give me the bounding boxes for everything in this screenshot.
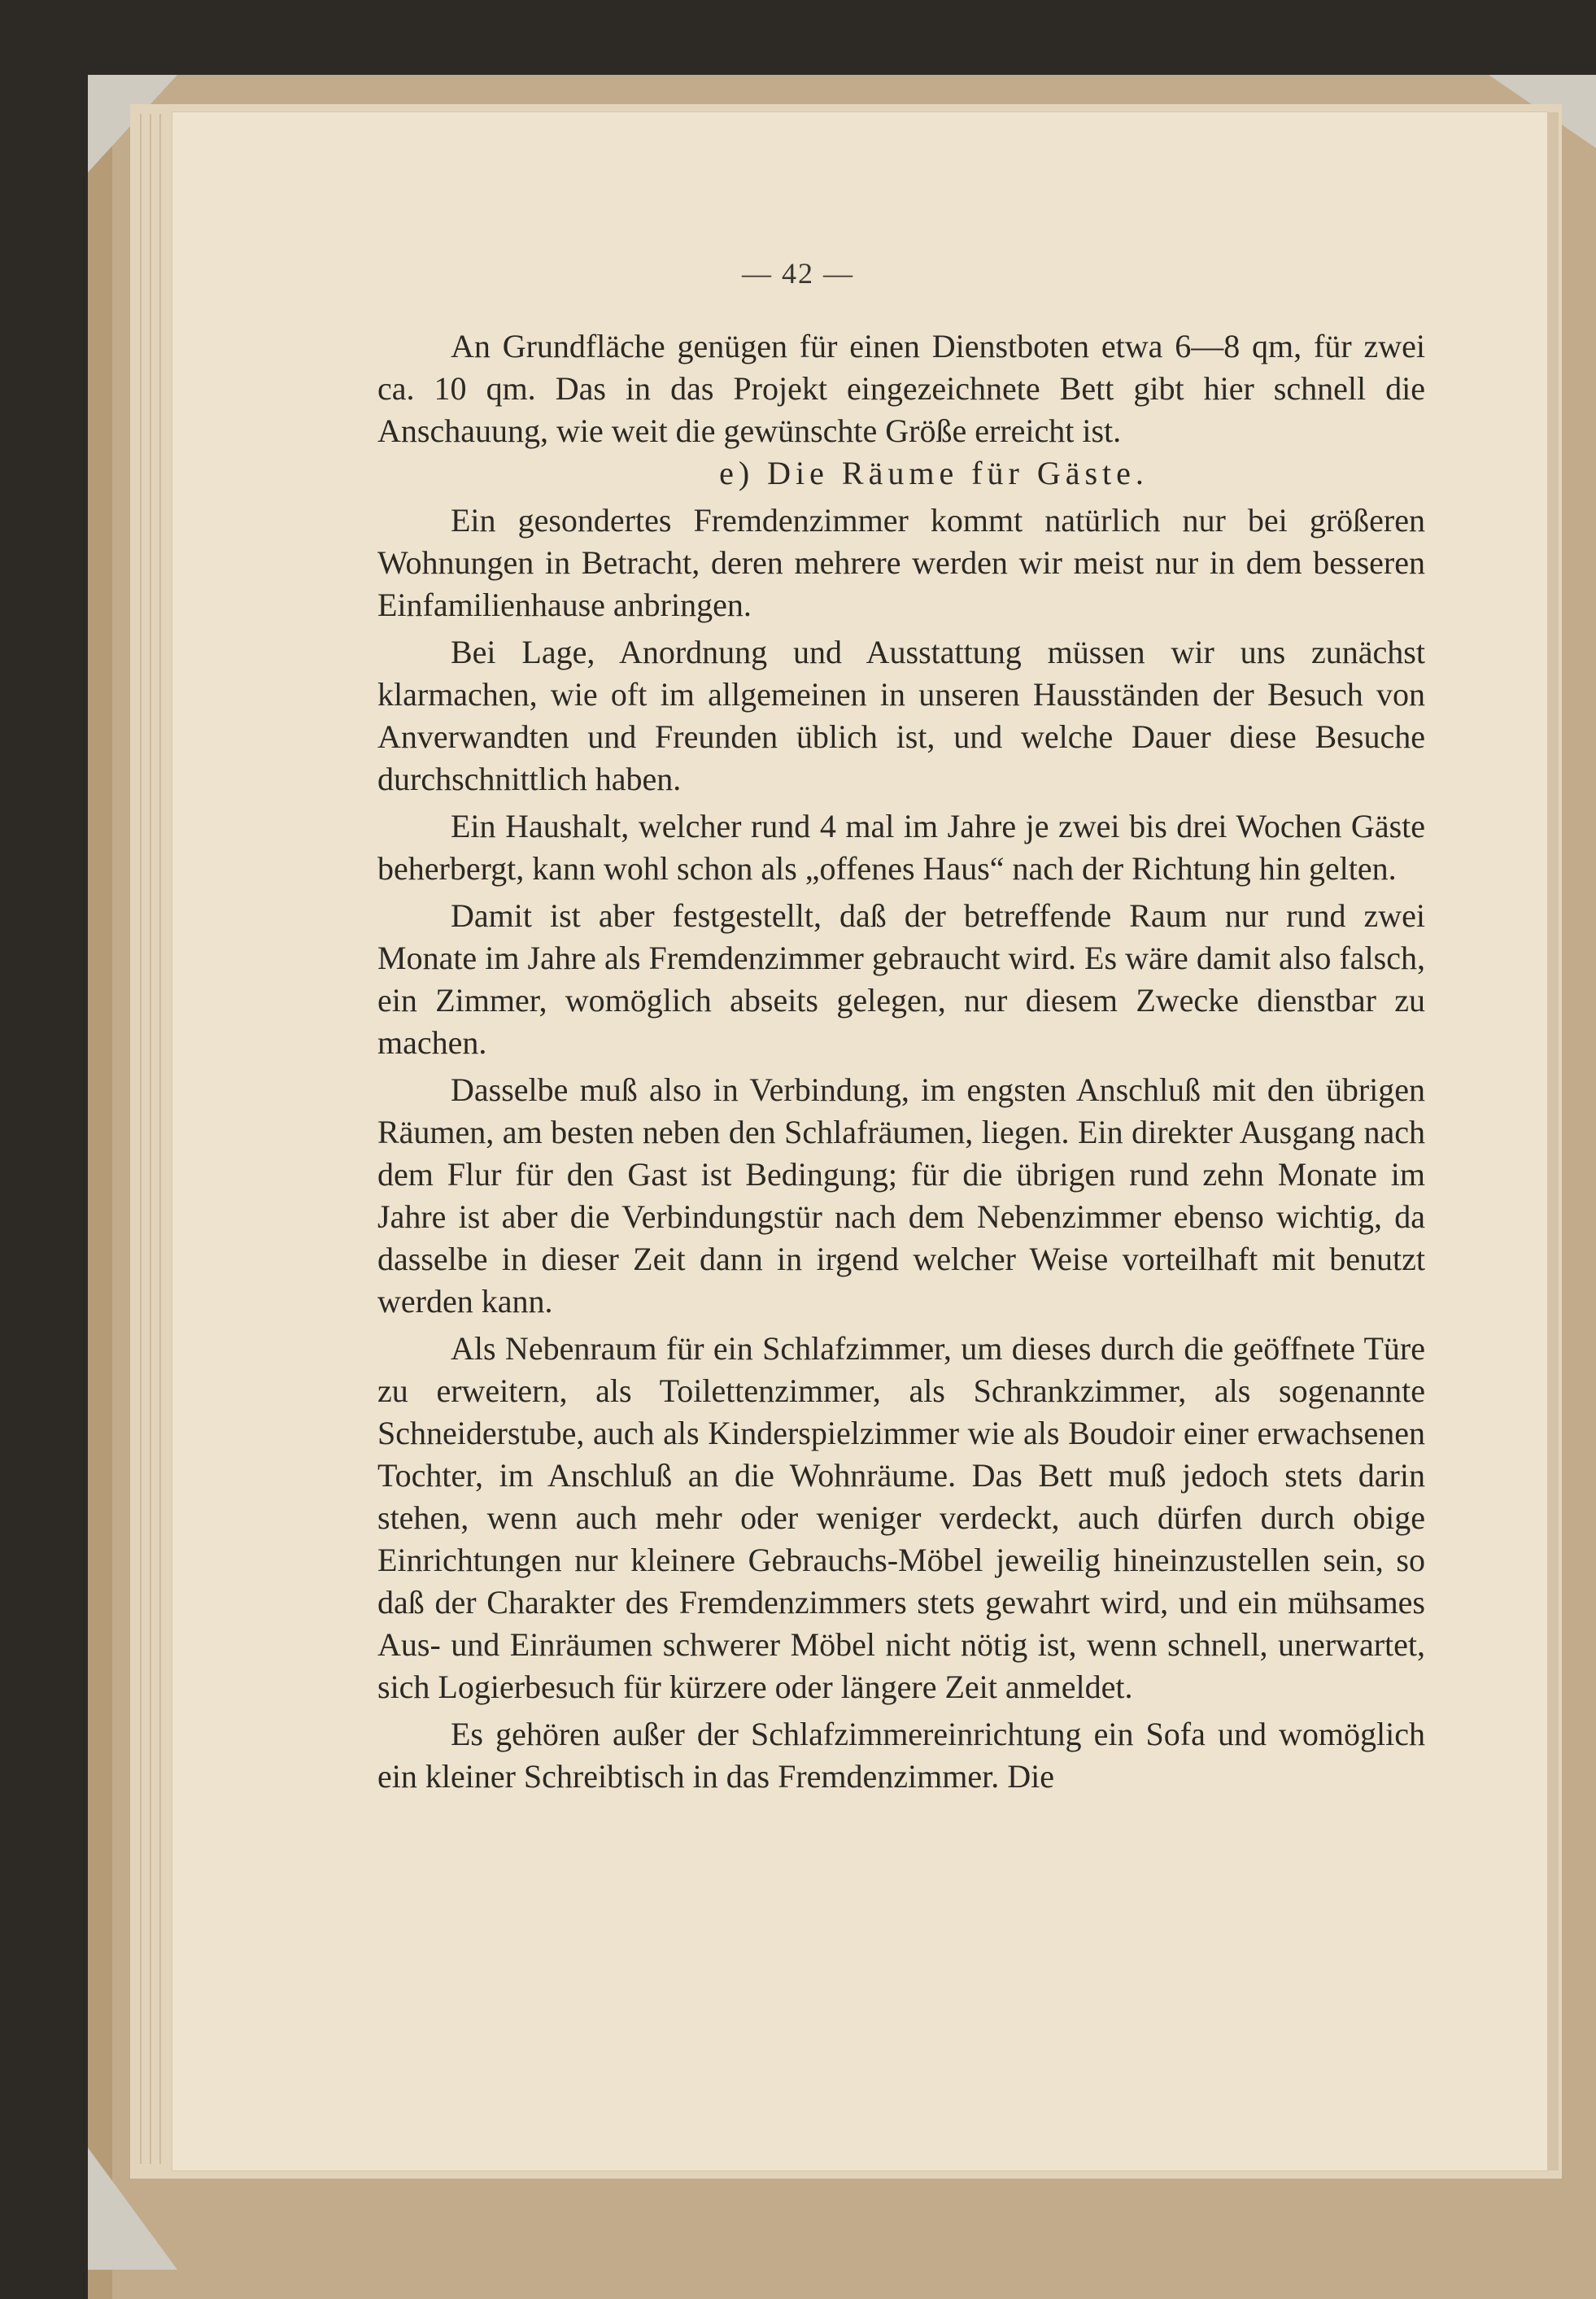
book-spine-edge xyxy=(88,75,112,2299)
paragraph: Es gehören außer der Schlafzimmereinrichtung ein Sofa und womöglich ein kleiner Schreibtisch in das Fremdenzimmer. Die xyxy=(377,1716,1425,1795)
page-number: — 42 — xyxy=(742,257,854,290)
leaf-edge-line xyxy=(140,114,142,2164)
body-text xyxy=(377,325,1425,1798)
paragraph: Als Nebenraum für ein Schlafzimmer, um dieses durch die geöffnete Türe zu erweitern, als Toilettenzimmer, als Schrankzimmer, als sogenannte Schneiderstube, auch als Kinderspielzimmer wie als Boudoir einer erwachsenen Tochter, im Anschluß an die Wohnräume. Das Bett muß jedoch stets darin stehen, wenn auch mehr oder weniger verdeckt, auch dürfen durch obige Einrichtungen nur kleinere Gebrauchs-Möbel jeweilig hineinzustellen sein, so daß der Charakter des Fremdenzimmers stets gewahrt wird, und ein mühsames Aus- und Einräumen schwerer Möbel nicht nötig ist, wenn schnell, unerwartet, sich Logierbesuch für kürzere oder längere Zeit anmeldet. xyxy=(377,1330,1425,1705)
leaf-edge-line xyxy=(159,114,161,2164)
paragraph: Bei Lage, Anordnung und Ausstattung müssen wir uns zunächst klarmachen, wie oft im allgemeinen in unseren Hausständen der Besuch von Anverwandten und Freunden üblich ist, und welche Dauer diese Besuche durchschnittlich haben. xyxy=(377,634,1425,797)
section-heading: e) Die Räume für Gäste. xyxy=(719,455,1149,491)
paragraph: Damit ist aber festgestellt, daß der betreffende Raum nur rund zwei Monate im Jahre als Fremdenzimmer gebraucht wird. Es wäre damit also falsch, ein Zimmer, womöglich abseits gelegen, nur diesem Zwecke dienstbar zu machen. xyxy=(377,897,1425,1061)
paragraph: Dasselbe muß also in Verbindung, im engsten Anschluß mit den übrigen Räumen, am besten neben den Schlafräumen, liegen. Ein direkter Ausgang nach dem Flur für den Gast ist Bedingung; für die übrigen rund zehn Monate im Jahre ist aber die Verbindungstür nach dem Nebenzimmer ebenso wichtig, da dasselbe in dieser Zeit dann in irgend welcher Weise vorteilhaft mit benutzt werden kann. xyxy=(377,1071,1425,1320)
paragraph: Ein gesondertes Fremdenzimmer kommt natürlich nur bei größeren Wohnungen in Betracht, deren mehrere werden wir meist nur in dem besseren Einfamilienhause anbringen. xyxy=(377,502,1425,623)
leaf-edge-line xyxy=(150,114,151,2164)
page-gutter xyxy=(1547,112,1559,2170)
paragraph: Ein Haushalt, welcher rund 4 mal im Jahre je zwei bis drei Wochen Gäste beherbergt, kann wohl schon als „offenes Haus“ nach der Richtung hin gelten. xyxy=(377,808,1425,887)
paragraph: An Grundfläche genügen für einen Dienstboten etwa 6—8 qm, für zwei ca. 10 qm. Das in das Projekt eingezeichnete Bett gibt hier schnell die Anschauung, wie weit die gewünschte Größe erreicht ist. xyxy=(377,328,1425,449)
